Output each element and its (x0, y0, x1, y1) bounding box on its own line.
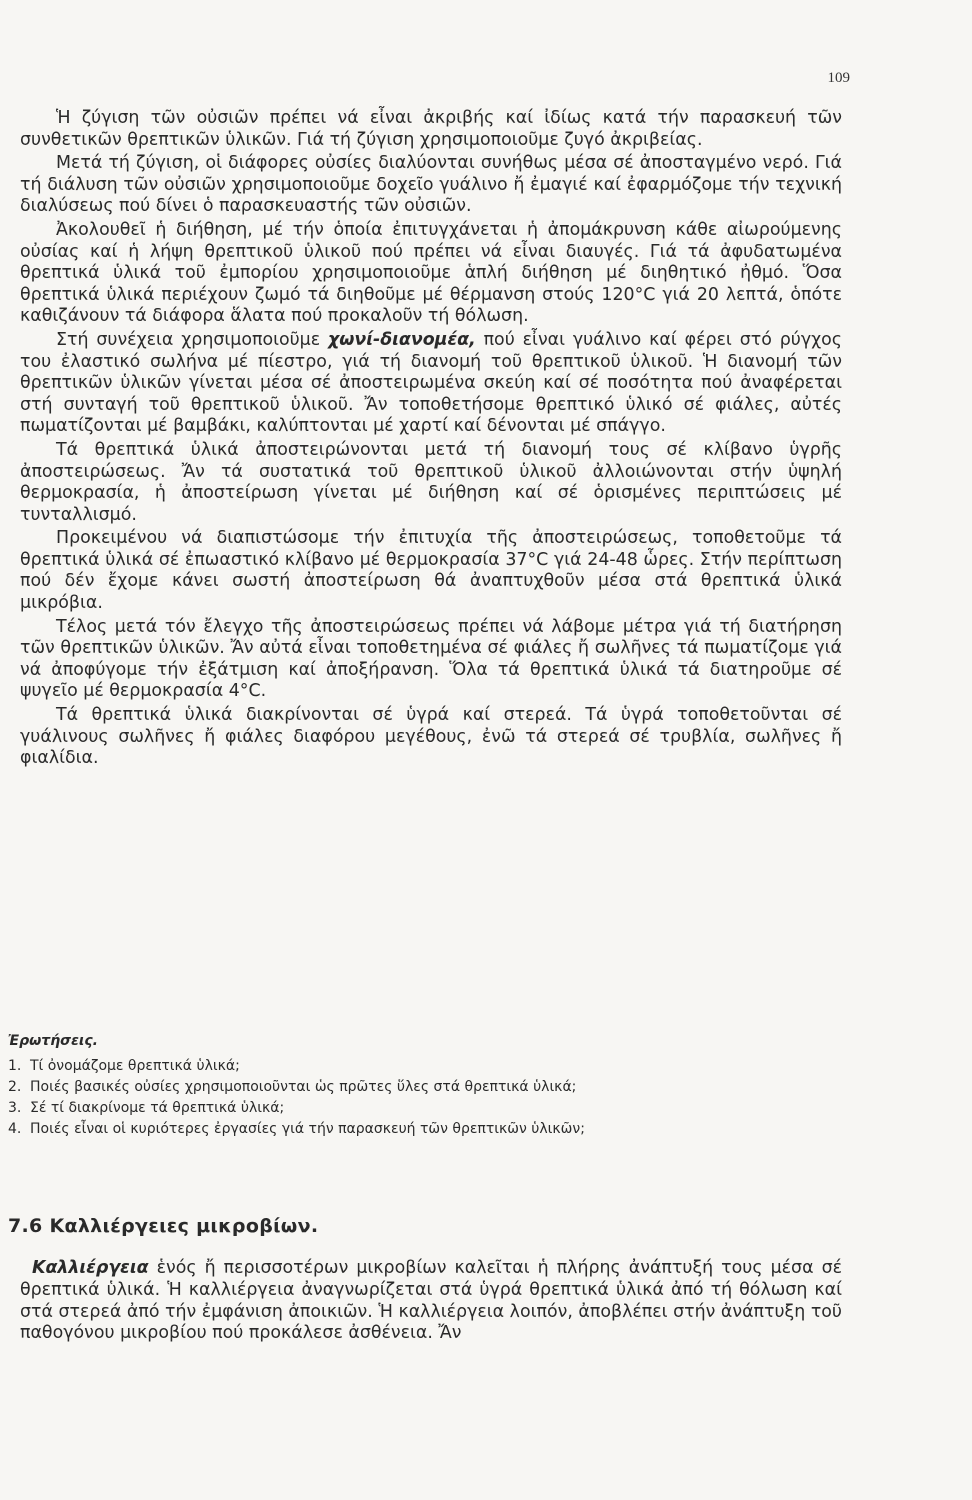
culture-term: Καλλιέργεια (32, 1258, 149, 1278)
question-number: 4. (8, 1121, 22, 1137)
paragraph-weighing: Ἡ ζύγιση τῶν οὐσιῶν πρέπει νά εἶναι ἀκριβής καί ἰδίως κατά τήν παρασκευή τῶν συνθετικῶν θρεπτικῶν ὑλικῶν. Γιά τή ζύγιση χρησιμοποιοῦμε ζυγό ἀκριβείας. (20, 108, 842, 150)
distribution-funnel-term: χωνί-διανομέα, (328, 329, 476, 350)
section-intro (20, 1258, 842, 1345)
question-item (8, 1057, 868, 1076)
question-text: Τί ὀνομάζομε θρεπτικά ὑλικά; (30, 1058, 240, 1074)
question-text: Ποιές βασικές οὐσίες χρησιμοποιοῦνται ὡς πρῶτες ὕλες στά θρεπτικά ὑλικά; (30, 1079, 577, 1095)
culture-definition-text: ἑνός ἤ περισσοτέρων μικροβίων καλεῖται ἡ πλήρης ἀνάπτυξή τους μέσα σέ θρεπτικά ὑλικά. Ἡ καλλιέργεια ἀναγνωρίζεται στά ὑγρά θρεπτικά ὑλικά ἀπό τή θόλωση καί στά στερεά ἀπό τήν ἐμφάνιση ἀποικιῶν. Ἡ καλλιέργεια λοιπόν, ἀποβλέπει στήν ἀνάπτυξη τοῦ παθογόνου μικροβίου πού προκάλεσε ἀσθένεια. Ἄν (20, 1258, 842, 1344)
question-item (8, 1099, 868, 1118)
page-number: 109 (827, 70, 850, 86)
distribution-text-after: πού εἶναι γυάλινο καί φέρει στό ρύγχος του ἐλαστικό σωλήνα μέ πίεστρο, γιά τή διανομή τοῦ θρεπτικοῦ ὑλικοῦ. Ἡ διανομή τῶν θρεπτικῶν ὑλικῶν γίνεται μέσα σέ ἀποστειρωμένα σκεύη καί σέ ποσότητα πού ἀναφέρεται στή συνταγή τοῦ θρεπτικοῦ ὑλικοῦ. Ἄν τοποθετήσομε θρεπτικό ὑλικό σέ φιάλες, αὐτές πωματίζονται μέ βαμβάκι, καλύπτονται μέ χαρτί καί δένονται μέ σπάγγο. (20, 329, 843, 437)
section-heading: 7.6 Καλλιέργειες μικροβίων. (8, 1215, 319, 1237)
question-number: 1. (8, 1058, 22, 1074)
paragraph-filtration: Ἀκολουθεῖ ἡ διήθηση, μέ τήν ὁποία ἐπιτυγχάνεται ἡ ἀπομάκρυνση κάθε αἰωρούμενης οὐσίας καί ἡ λήψη θρεπτικοῦ ὑλικοῦ πού πρέπει νά εἶναι διαυγές. Γιά τά ἀφυδατωμένα θρεπτικά ὑλικά τοῦ ἐμπορίου χρησιμοποιοῦμε ἁπλή διήθηση μέ διηθητικό ἠθμό. Ὅσα θρεπτικά ὑλικά περιέχουν ζωμό τά διηθοῦμε μέ θέρμανση στούς 120°C γιά 20 λεπτά, ὁπότε καθιζάνουν τά διάφορα ἅλατα πού προκαλοῦν τή θόλωση. (20, 219, 842, 327)
questions-title: Ἐρωτήσεις. (8, 1033, 98, 1049)
question-item (8, 1120, 868, 1139)
question-text: Ποιές εἶναι οἱ κυριότερες ἐργασίες γιά τήν παρασκευή τῶν θρεπτικῶν ὑλικῶν; (30, 1121, 585, 1137)
paragraph-sterility-check: Προκειμένου νά διαπιστώσομε τήν ἐπιτυχία τῆς ἀποστειρώσεως, τοποθετοῦμε τά θρεπτικά ὑλικά σέ ἐπωαστικό κλίβανο μέ θερμοκρασία 37°C γιά 24-48 ὧρες. Στήν περίπτωση πού δέν ἔχομε κάνει σωστή ἀποστείρωση θά ἀναπτυχθοῦν μέσα στά θρεπτικά ὑλικά μικρόβια. (20, 528, 842, 614)
paragraph-distribution (20, 330, 842, 438)
paragraph-sterilization: Τά θρεπτικά ὑλικά ἀποστειρώνονται μετά τή διανομή τους σέ κλίβανο ὑγρῆς ἀποστειρώσεως. Ἄν τά συστατικά τοῦ θρεπτικοῦ ὑλικοῦ ἀλλοιώνονται στήν ὑψηλή θερμοκρασία, ἡ ἀποστείρωση γίνεται μέ διήθηση καί σέ ὁρισμένες περιπτώσεις μέ τυνταλλισμό. (20, 439, 842, 525)
question-number: 2. (8, 1079, 22, 1095)
body-text (20, 108, 842, 772)
paragraph-media-types: Τά θρεπτικά ὑλικά διακρίνονται σέ ὑγρά καί στερεά. Τά ὑγρά τοποθετοῦνται σέ γυάλινους σωλῆνες ἤ φιάλες διαφόρου μεγέθους, ἐνῶ τά στερεά σέ τρυβλία, σωλῆνες ἤ φιαλίδια. (20, 705, 842, 769)
question-number: 3. (8, 1100, 22, 1116)
paragraph-preservation: Τέλος μετά τόν ἔλεγχο τῆς ἀποστειρώσεως πρέπει νά λάβομε μέτρα γιά τή διατήρηση τῶν θρεπτικῶν ὑλικῶν. Ἄν αὐτά εἶναι τοποθετημένα σέ φιάλες ἤ σωλῆνες τά πωματίζομε γιά νά ἀποφύγομε τήν ἐξάτμιση καί ἀποξήρανση. Ὅλα τά θρεπτικά ὑλικά τά διατηροῦμε σέ ψυγεῖο μέ θερμοκρασία 4°C. (20, 616, 842, 702)
questions-block (8, 1032, 868, 1141)
question-item (8, 1078, 868, 1097)
question-text: Σέ τί διακρίνομε τά θρεπτικά ὑλικά; (30, 1100, 285, 1116)
paragraph-dissolution: Μετά τή ζύγιση, οἱ διάφορες οὐσίες διαλύονται συνήθως μέσα σέ ἀποσταγμένο νερό. Γιά τή διάλυση τῶν οὐσιῶν χρησιμοποιοῦμε δοχεῖο γυάλινο ἤ ἐμαγιέ καί ἐφαρμόζομε τήν τεχνική διαλύσεως πού δίνει ὁ παρασκευαστής τῶν οὐσιῶν. (20, 153, 842, 217)
paragraph-culture-definition (20, 1258, 842, 1345)
distribution-text-before: Στή συνέχεια χρησιμοποιοῦμε (56, 329, 329, 350)
